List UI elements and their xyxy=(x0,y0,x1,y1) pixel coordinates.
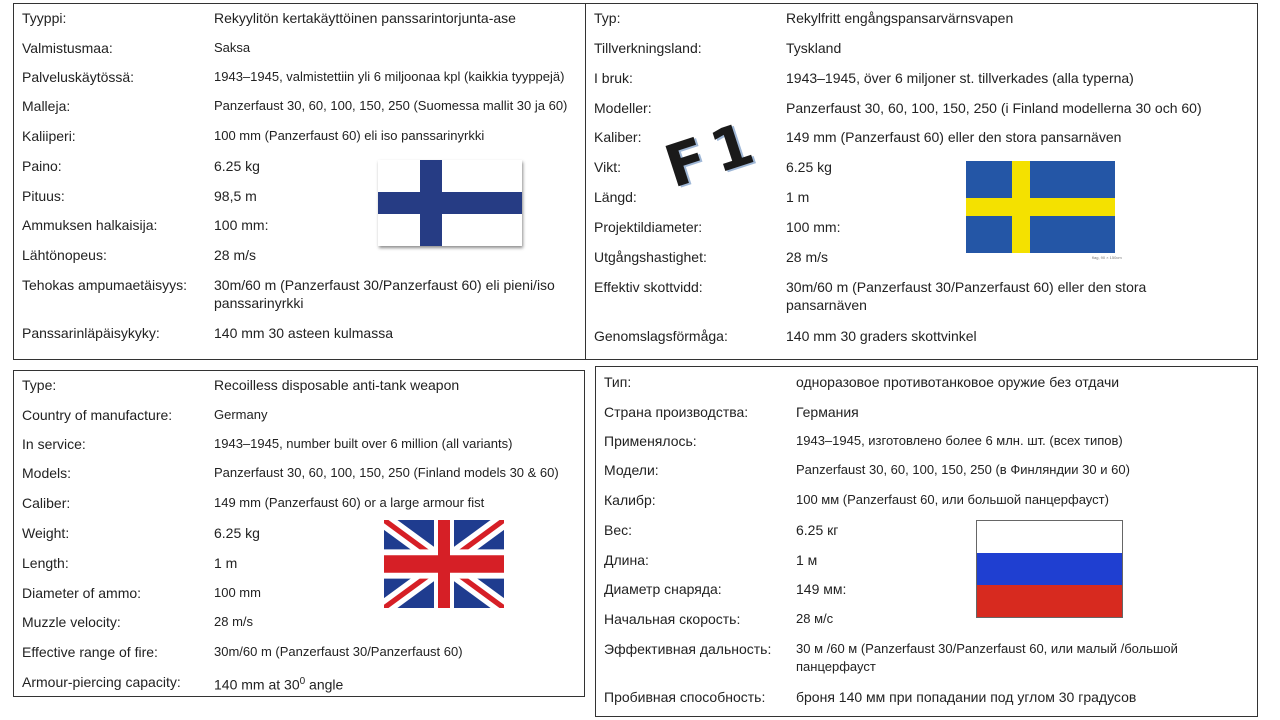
se-row-value: 28 m/s xyxy=(786,249,829,265)
se-row-label: Längd: xyxy=(594,189,637,205)
en-row-label: Models: xyxy=(22,465,72,481)
se-row-label: Vikt: xyxy=(594,159,621,175)
fi-row-label: Lähtönopeus: xyxy=(22,247,107,263)
en-row-label: Country of manufacture: xyxy=(22,407,173,423)
ru-row-label: Модели: xyxy=(604,462,659,478)
en-row-value: 6.25 kg xyxy=(214,525,260,541)
ru-row-value: 28 м/с xyxy=(796,611,834,626)
fi-row-label: Panssarinläpäisykyky: xyxy=(22,325,160,341)
fi-row-value: Saksa xyxy=(214,40,251,55)
fi-row-label: Pituus: xyxy=(22,188,65,204)
ru-row-value: 1 м xyxy=(796,552,818,568)
ru-row-label: Калибр: xyxy=(604,492,656,508)
en-row-value: 1943–1945, number built over 6 million (all variants) xyxy=(214,436,513,451)
fi-row-value: 1943–1945, valmistettiin yli 6 miljoonaa kpl (kaikkia tyyppejä) xyxy=(214,69,565,84)
en-row-value: Recoilless disposable anti-tank weapon xyxy=(214,377,460,393)
fi-row-label: Ammuksen halkaisija: xyxy=(22,217,158,233)
se-row-value: 140 mm 30 graders skottvinkel xyxy=(786,328,977,344)
se-row-label: Effektiv skottvidd: xyxy=(594,279,703,295)
fi-row-value: Panzerfaust 30, 60, 100, 150, 250 (Suomessa mallit 30 ja 60) xyxy=(214,98,568,113)
ru-row-value: 1943–1945, изготовлено более 6 млн. шт. (всех типов) xyxy=(796,433,1123,448)
fi-row-value: 100 mm (Panzerfaust 60) eli iso panssarinyrkki xyxy=(214,128,485,143)
fi-row-value: 28 m/s xyxy=(214,247,257,263)
ru-row-value: Panzerfaust 30, 60, 100, 150, 250 (в Финляндии 30 и 60) xyxy=(796,462,1130,477)
se-row-value: 1 m xyxy=(786,189,810,205)
en-row-value: Panzerfaust 30, 60, 100, 150, 250 (Finland models 30 & 60) xyxy=(214,465,559,480)
en-row-value: 149 mm (Panzerfaust 60) or a large armour fist xyxy=(214,495,485,510)
f1-badge: F1 xyxy=(656,106,770,202)
fi-row-label: Kaliiperi: xyxy=(22,128,76,144)
se-row-label: Typ: xyxy=(594,10,621,26)
en-row-value: 30m/60 m (Panzerfaust 30/Panzerfaust 60) xyxy=(214,644,463,659)
en-row-value-tail: angle xyxy=(305,676,344,693)
se-row-label: Utgångshastighet: xyxy=(594,249,707,265)
se-row-value: 149 mm (Panzerfaust 60) eller den stora pansarnäven xyxy=(786,129,1122,145)
fi-row-label: Tyyppi: xyxy=(22,10,67,26)
fi-flag-cross-horizontal xyxy=(378,192,522,214)
ru-row-value: 149 мм: xyxy=(796,581,847,597)
se-row-value: 6.25 kg xyxy=(786,159,832,175)
ru-row-value: 30 м /60 м (Panzerfaust 30/Panzerfaust 60, или малый /большой панцерфауст xyxy=(796,641,1178,674)
ru-row-label: Применялось: xyxy=(604,433,697,449)
en-row-label: Muzzle velocity: xyxy=(22,614,121,630)
en-row-label: Type: xyxy=(22,377,57,393)
ru-row-value: 100 мм (Panzerfaust 60, или большой панцерфауст) xyxy=(796,492,1109,507)
ru-row-label: Длина: xyxy=(604,552,649,568)
finnish-flag-icon xyxy=(378,160,522,246)
fi-row-label: Paino: xyxy=(22,158,62,174)
en-row-value xyxy=(214,673,574,694)
en-row-value: 28 m/s xyxy=(214,614,254,629)
russian-flag-icon xyxy=(976,520,1123,618)
ru-row-value: одноразовое противотанковое оружие без отдачи xyxy=(796,374,1120,390)
fi-row-value: 100 mm: xyxy=(214,217,269,233)
se-row-label: I bruk: xyxy=(594,70,633,86)
en-row-value: 100 mm xyxy=(214,585,261,600)
se-row-value: Panzerfaust 30, 60, 100, 150, 250 (i Finland modellerna 30 och 60) xyxy=(786,100,1202,116)
ru-row-label: Тип: xyxy=(604,374,632,390)
en-row-label: Diameter of ammo: xyxy=(22,585,142,601)
se-row-label: Kaliber: xyxy=(594,129,642,145)
se-row-value: Tyskland xyxy=(786,40,842,56)
fi-row-value: 98,5 m xyxy=(214,188,257,204)
fi-row-label: Valmistusmaa: xyxy=(22,40,113,56)
ru-row-label: Страна производства: xyxy=(604,404,749,420)
se-row-value: Rekylfritt engångspansarvärnsvapen xyxy=(786,10,1014,26)
se-row-label: Modeller: xyxy=(594,100,652,116)
ru-row-value: броня 140 мм при попадании под углом 30 градусов xyxy=(796,689,1137,705)
en-row-label: Armour-piercing capacity: xyxy=(22,674,181,690)
ru-row-label: Пробивная способность: xyxy=(604,689,766,705)
ru-row-label: Вес: xyxy=(604,522,633,538)
swedish-flag-note: flag, 90 × 150cm xyxy=(1092,255,1122,260)
en-row-value: Germany xyxy=(214,407,268,422)
se-row-label: Tillverkningsland: xyxy=(594,40,702,56)
se-row-value: 100 mm: xyxy=(786,219,841,235)
en-row-label: Caliber: xyxy=(22,495,71,511)
ru-row-label: Диаметр снаряда: xyxy=(604,581,722,597)
en-row-label: Effective range of fire: xyxy=(22,644,158,660)
en-row-value: 1 m xyxy=(214,555,238,571)
ru-row-label: Эффективная дальность: xyxy=(604,641,772,657)
se-row-label: Projektildiameter: xyxy=(594,219,703,235)
en-row-label: Weight: xyxy=(22,525,70,541)
fi-row-value: Rekyylitön kertakäyttöinen panssarintorjunta-ase xyxy=(214,10,516,26)
en-row-value-superscript: 0 xyxy=(299,676,306,687)
ru-row-label: Начальная скорость: xyxy=(604,611,741,627)
fi-row-value: 6.25 kg xyxy=(214,158,260,174)
se-row-value: 30m/60 m (Panzerfaust 30/Panzerfaust 60) eller den stora pansarnäven xyxy=(786,279,1147,313)
fi-row-label: Tehokas ampumaetäisyys: xyxy=(22,277,187,293)
fi-row-label: Malleja: xyxy=(22,98,71,114)
uk-flag-icon xyxy=(384,520,504,608)
fi-row-value: 30m/60 m (Panzerfaust 30/Panzerfaust 60) eli pieni/iso panssarinyrkki xyxy=(214,277,555,311)
ru-row-value: 6.25 кг xyxy=(796,522,839,538)
fi-row-value: 140 mm 30 asteen kulmassa xyxy=(214,325,393,341)
swedish-flag-icon xyxy=(966,161,1115,253)
fi-row-label: Palveluskäytössä: xyxy=(22,69,135,85)
se-row-value: 1943–1945, över 6 miljoner st. tillverkades (alla typerna) xyxy=(786,70,1134,86)
en-row-label: Length: xyxy=(22,555,69,571)
en-row-label: In service: xyxy=(22,436,86,452)
ru-row-value: Германия xyxy=(796,404,859,420)
se-row-label: Genomslagsförmåga: xyxy=(594,328,728,344)
en-row-value-main: 140 mm at 30 xyxy=(214,676,300,693)
